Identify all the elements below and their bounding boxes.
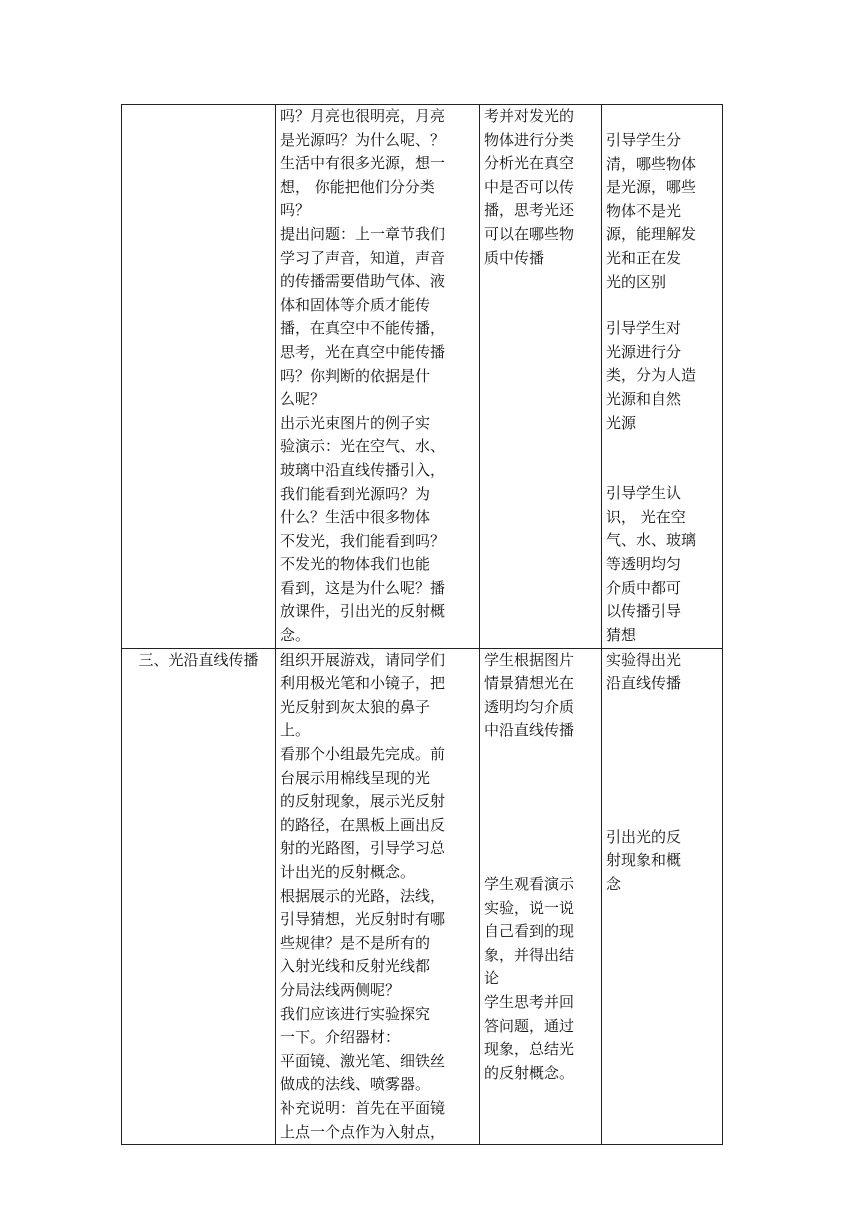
intent-paragraph: 引导学生认 识， 光在空 气、水、玻璃 等透明均匀 介质中都可 以传播引导 猜想 [606, 484, 697, 644]
teacher-activity-cell [276, 648, 480, 1144]
student-paragraph: 考并对发光的 物体进行分类 分析光在真空 中是否可以传 播，思考光还 可以在哪些物 质中传播 [484, 107, 575, 267]
design-intent-cell [602, 648, 723, 1144]
student-activity-cell [480, 105, 602, 649]
student-paragraph: 学生思考并回 答问题，通过 现象，总结光 的反射概念。 [484, 993, 575, 1082]
teacher-paragraph: 补充说明：首先在平面镜 上点一个点作为入射点， [280, 1098, 446, 1141]
student-activity-cell [480, 648, 602, 1144]
table-row [122, 105, 723, 649]
teacher-paragraph: 看那个小组最先完成。前 台展示用棉线呈现的光 的反射现象，展示光反射 的路径，在黑板上画出反 射的光路图，引导学习总 计出光的反射概念。 [280, 745, 446, 881]
intent-paragraph: 实验得出光 沿直线传播 [606, 650, 682, 693]
teacher-paragraph: 组织开展游戏，请同学们 利用极光笔和小镜子，把 光反射到灰太狼的鼻子 上。 [280, 650, 446, 740]
intent-paragraph: 引出光的反 射现象和概 念 [606, 827, 682, 894]
design-intent-cell [602, 105, 723, 649]
teacher-paragraph: 提出问题：上一章节我们 学习了声音，知道，声音 的传播需要借助气体、液 体和固体等介质才能传 播，在真空中不能传播， 思考，光在真空中能传播 吗？你判断的依据是什 么呢？ [280, 224, 446, 409]
student-paragraph: 学生观看演示 实验，说一说 自己看到的现 象，并得出结 论 [484, 875, 575, 988]
teacher-paragraph: 平面镜、激光笔、细铁丝 做成的法线、喷雾器。 [280, 1051, 446, 1094]
intent-paragraph: 引导学生对 光源进行分 类，分为人造 光源和自然 光源 [606, 319, 697, 432]
table-row [122, 648, 723, 1144]
teacher-paragraph: 吗？月亮也很明亮，月亮 是光源吗？为什么呢、？ 生活中有很多光源，想一 想， 你能把他们分分类 吗？ [280, 107, 446, 220]
teacher-paragraph: 出示光束图片的例子实 验演示：光在空气、水、 玻璃中沿直线传播引入， 我们能看到光源吗？为 什么？生活中很多物体 不发光，我们能看到吗？ 不发光的物体我们也能 看到，这是为什么呢？播 放课件，引出光的反射概 念。 [280, 413, 446, 645]
stage-cell [122, 105, 276, 649]
intent-paragraph: 引导学生分 清，哪些物体 是光源，哪些 物体不是光 源，能理解发 光和正在发 光的区别 [606, 131, 697, 291]
stage-cell [122, 648, 276, 1144]
student-paragraph: 学生根据图片 情景猜想光在 透明均匀介质 中沿直线传播 [484, 650, 575, 740]
stage-label: 三、光沿直线传播 [138, 650, 259, 669]
teacher-paragraph: 根据展示的光路，法线， 引导猜想，光反射时有哪 些规律？是不是所有的 入射光线和反射光线都 分局法线两侧呢？ [280, 886, 446, 999]
lesson-plan-table [121, 104, 723, 1145]
teacher-paragraph: 我们应该进行实验探究 一下。介绍器材： [280, 1004, 431, 1047]
teacher-activity-cell [276, 105, 480, 649]
